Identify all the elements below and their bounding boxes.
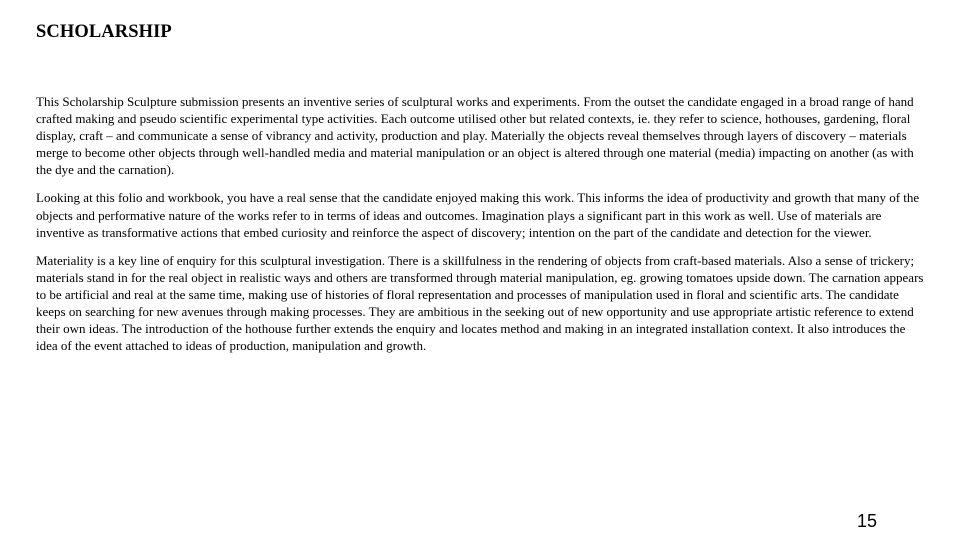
page-number: 15: [857, 511, 878, 531]
paragraph-intro: This Scholarship Sculpture submission presents an inventive series of sculptural works and experiments. From the outset the candidate engaged in a broad range of hand crafted making and pseudo scientific experimental type activities. Each outcome utilised other but related contexts, ie. they refer to science, hothouses, gardening, floral display, craft – and communicate a sense of vibrancy and activity, production and play. Materially the objects reveal themselves through layers of discovery – materials merge to become other objects through well-handled media and material manipulation or an object is altered through one material (media) impacting on another (as with the dye and the carnation).: [36, 94, 914, 178]
paragraph-materiality: Materiality is a key line of enquiry for this sculptural investigation. There is a skillfulness in the rendering of objects from craft-based materials. Also a sense of trickery; materials stand in for the real object in realistic ways and others are transformed through material manipulation, eg. growing tomatoes upside down. The carnation appears to be artificial and real at the same time, making use of histories of floral representation and processes of manipulation used in floral and scientific arts. The candidate keeps on searching for new avenues through making processes. They are ambitious in the seeking out of new opportunity and use appropriate artistic reference to extend their own ideas. The introduction of the hothouse further extends the enquiry and locates method and making in an integrated installation context. It also introduces the idea of the event attached to ideas of production, manipulation and growth.: [36, 252, 924, 354]
page-title: SCHOLARSHIP: [36, 22, 172, 42]
body-text: [36, 93, 926, 365]
paragraph-folio: Looking at this folio and workbook, you have a real sense that the candidate enjoyed making this work. This informs the idea of productivity and growth that many of the objects and performative nature of the works refer to in terms of ideas and outcomes. Imagination plays a significant part in this work as well. Use of materials are inventive as transformative actions that embed curiosity and reinforce the aspect of discovery; intention on the part of the candidate and detection for the viewer.: [36, 190, 920, 240]
